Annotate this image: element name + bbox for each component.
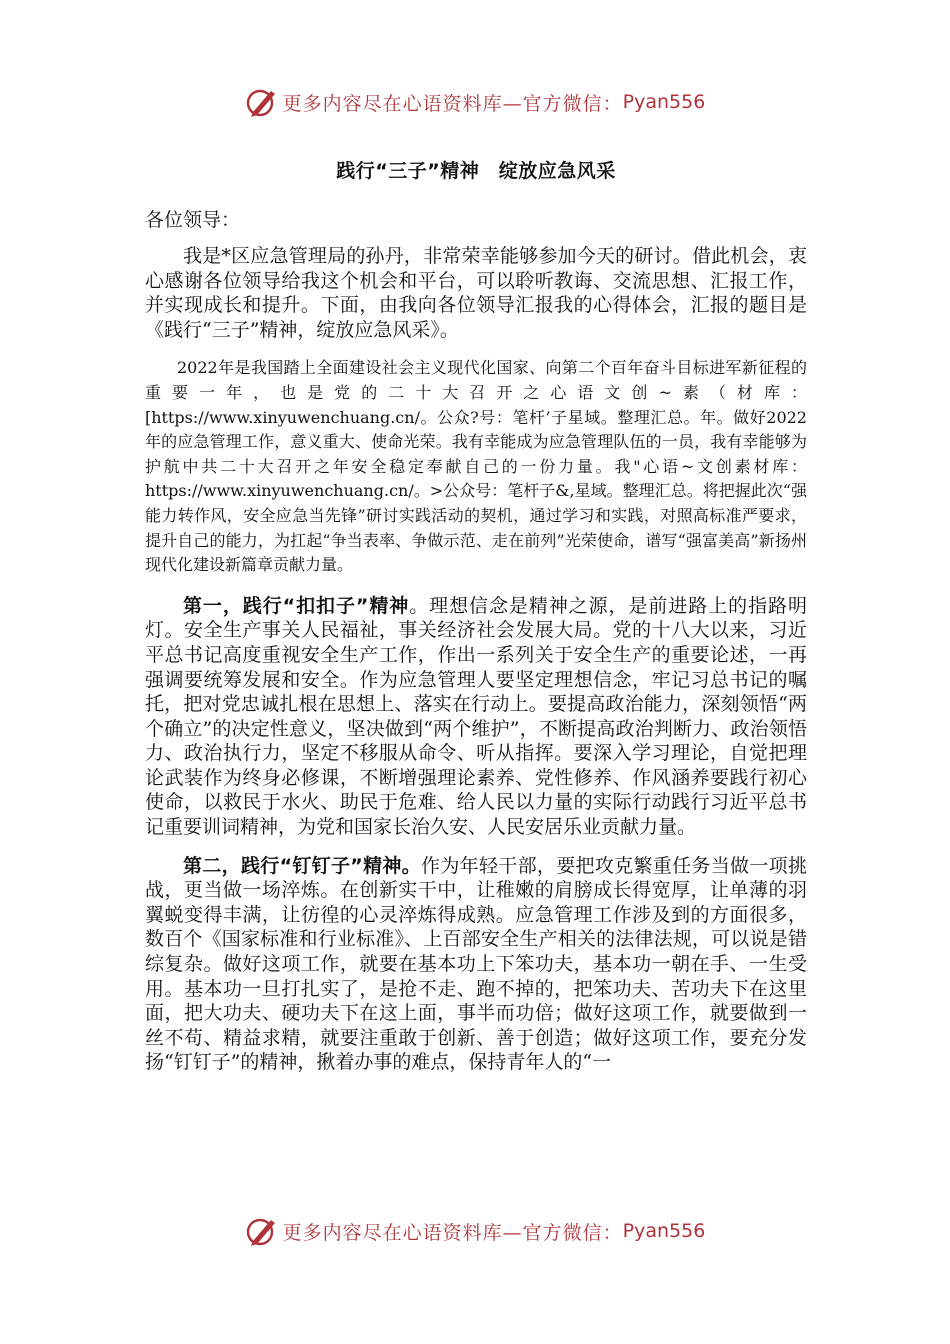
section-1-body: 。理想信念是精神之源，是前进路上的指路明灯。安全生产事关人民福祉，事关经济社会发展大局。党的十八大以来，习近平总书记高度重视安全生产工作，作出一系列关于安全生产的重要论述，一再强调要统筹发展和安全。作为应急管理人要坚定理想信念，牢记习总书记的嘱托，把对党忠诚扎根在思想上、落实在行动上。要提高政治能力，深刻领悟“两个确立”的决定性意义，坚决做到“两个维护”，不断提高政治判断力、政治领悟力、政治执行力，坚定不移服从命令、听从指挥。要深入学习理论，自觉把理论武装作为终身必修课，不断增强理论素养、党性修养、作风涵养要践行初心使命，以救民于水火、助民于危难、给人民以力量的实际行动践行习近平总书记重要训词精神，为党和国家长治久安、人民安居乐业贡献力量。	[145, 594, 807, 839]
section-2-heading: 第二，践行“钉钉子”精神。	[183, 854, 422, 877]
banner-text: 更多内容尽在心语资料库—官方微信：	[282, 92, 623, 115]
section-2-body: 作为年轻干部，要把攻克繁重任务当做一项挑战，更当做一场淬炼。在创新实干中，让稚嫩的肩膀成长得宽厚，让单薄的羽翼蜕变得丰满，让彷徨的心灵淬炼得成熟。应急管理工作涉及到的方面很多，数百个《国家标准和行业标准》、上百部安全生产相关的法律法规，可以说是错综复杂。做好这项工作，就要在基本功上下笨功夫，基本功一朝在手、一生受用。基本功一旦打扎实了，是抢不走、跑不掉的，把笨功夫、苦功夫下在这里面，把大功夫、硬功夫下在这上面，事半而功倍；做好这项工作，就要做到一丝不苟、精益求精，就要注重敢于创新、善于创造；做好这项工作，要充分发扬“钉钉子”的精神，揪着办事的难点，保持青年人的“一	[145, 854, 807, 1074]
document-title: 践行“三子”精神 绽放应急风采	[336, 160, 616, 182]
document-body	[145, 150, 807, 1089]
section-1-heading: 第一，践行“扣扣子”精神	[183, 594, 410, 617]
salutation: 各位领导：	[145, 209, 241, 231]
section-1-paragraph	[145, 594, 807, 840]
banner-text: 更多内容尽在心语资料库—官方微信：	[282, 1221, 623, 1244]
section-2-paragraph	[145, 854, 807, 1075]
pen-logo-icon	[245, 85, 279, 119]
banner-wechat-id: Pyan556	[622, 91, 706, 113]
intro-paragraph: 我是*区应急管理局的孙丹，非常荣幸能够参加今天的研讨。借此机会，衷心感谢各位领导给我这个机会和平台，可以聆听教诲、交流思想、汇报工作，并实现成长和提升。下面，由我向各位领导汇报我的心得体会，汇报的题目是《践行“三子”精神，绽放应急风采》。	[145, 245, 807, 341]
background-paragraph: 2022年是我国踏上全面建设社会主义现代化国家、向第二个百年奋斗目标进军新征程的重要一年，也是党的二十大召开之心语文创~素（材库：[https://www.xinyuwenchuang.cn/。公众?号：笔杆’子星域。整理汇总。年。做好2022年的应急管理工作，意义重大、使命光荣。我有幸能成为应急管理队伍的一员，我有幸能够为护航中共二十大召开之年安全稳定奉献自己的一份力量。我"心语~文创素材库：https://www.xinyuwenchuang.cn/。>公众号：笔杆子&,星域。整理汇总。将把握此次“强能力转作风，安全应急当先锋”研讨实践活动的契机，通过学习和实践，对照高标准严要求，提升自己的能力，为扛起“争当表率、争做示范、走在前列”光荣使命，谱写“强富美高”新扬州现代化建设新篇章贡献力量。	[145, 358, 807, 575]
footer-watermark-banner	[0, 1209, 950, 1253]
header-watermark-banner	[0, 80, 950, 124]
banner-wechat-id: Pyan556	[622, 1220, 706, 1242]
pen-logo-icon	[245, 1214, 279, 1248]
